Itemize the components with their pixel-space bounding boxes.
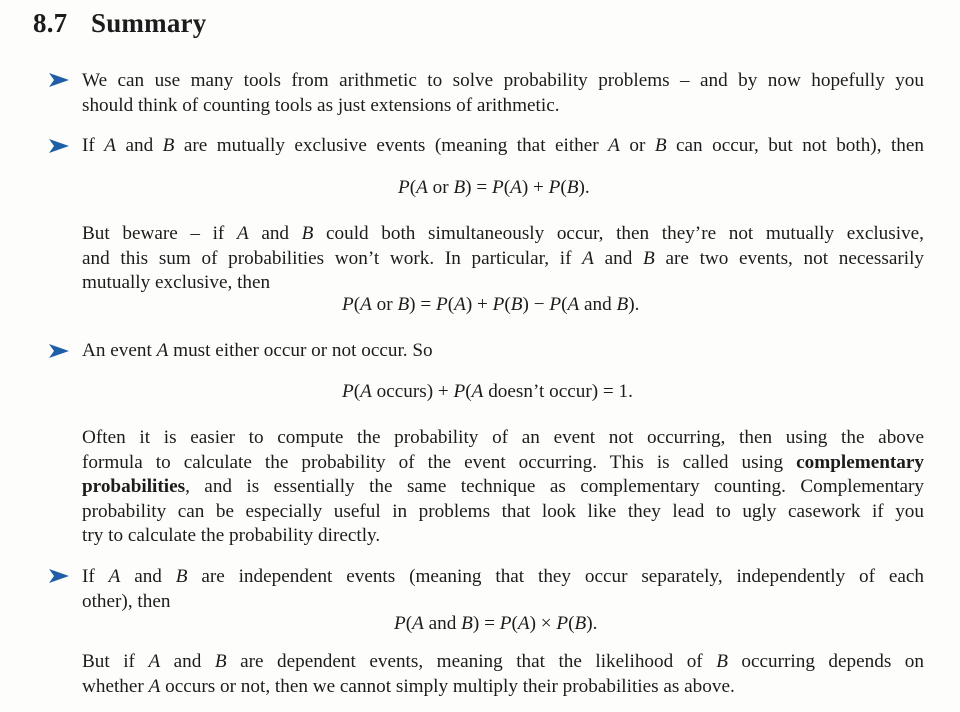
bullet-4-intro	[82, 565, 924, 614]
bullet-4-intro-line-2: other), then	[82, 590, 171, 612]
bullet-2-intro	[82, 134, 924, 159]
bullet-3-para-line-5: try to calculate the probability directly.	[82, 525, 381, 546]
bullet-3-para-line-4: probability can be especially useful in problems that look like they lead to ugly casework if you	[82, 500, 924, 522]
section-number: 8.7	[33, 8, 68, 38]
bullet-2-paragraph	[82, 222, 924, 296]
bullet-2-para-line-2: and this sum of probabilities won’t work. In particular, if A and B are two events, not necessarily	[82, 247, 925, 269]
bullet-2-para-line-1: But beware – if A and B could both simultaneously occur, then they’re not mutually exclusive,	[82, 223, 924, 244]
formula-complement: P(A occurs) + P(A doesn’t occur) = 1.	[342, 381, 633, 402]
term-probabilities: probabilities	[82, 476, 186, 497]
arrowhead-bullet-icon	[48, 343, 70, 359]
bullet-3-para-line-2-text: formula to calculate the probability of the event occurring. This is called using	[82, 451, 784, 473]
bullet-3-para-line-1: Often it is easier to compute the probability of an event not occurring, then using the above	[82, 427, 924, 448]
bullet-3-para-line-3	[82, 475, 924, 500]
arrowhead-bullet-icon	[48, 72, 70, 88]
bullet-2-intro-line: If A and B are mutually exclusive events (meaning that either A or B can occur, but not both), then	[82, 135, 924, 156]
formula-inclusion-exclusion: P(A or B) = P(A) + P(B) − P(A and B).	[342, 294, 640, 315]
bullet-4-paragraph	[82, 650, 924, 699]
formula-independence: P(A and B) = P(A) × P(B).	[394, 613, 598, 634]
formula-sum-rule: P(A or B) = P(A) + P(B).	[398, 177, 590, 198]
bullet-4-intro-line-1: If A and B are independent events (meaning that they occur separately, independently of each	[82, 566, 924, 587]
bullet-3-intro-line: An event A must either occur or not occur. So	[82, 340, 433, 361]
section-title: Summary	[91, 8, 207, 38]
bullet-2-para-line-3: mutually exclusive, then	[82, 272, 271, 293]
section-heading	[33, 8, 206, 39]
arrowhead-bullet-icon	[48, 138, 70, 154]
term-complementary: complementary	[796, 451, 924, 473]
bullet-1-line-1: We can use many tools from arithmetic to solve probability problems – and by now hopefully you	[82, 70, 924, 91]
bullet-3-intro	[82, 339, 924, 364]
bullet-1-line-2: should think of counting tools as just extensions of arithmetic.	[82, 94, 560, 116]
bullet-4-para-line-1: But if A and B are dependent events, meaning that the likelihood of B occurring depends on	[82, 651, 924, 672]
arrowhead-bullet-icon	[48, 568, 70, 584]
bullet-3-paragraph	[82, 426, 924, 549]
bullet-1-text	[82, 69, 924, 118]
bullet-3-para-line-2	[82, 451, 924, 476]
bullet-3-para-line-3-text: , and is essentially the same technique as complementary counting. Complementary	[185, 476, 924, 497]
bullet-4-para-line-2: whether A occurs or not, then we cannot simply multiply their probabilities as above.	[82, 675, 735, 697]
